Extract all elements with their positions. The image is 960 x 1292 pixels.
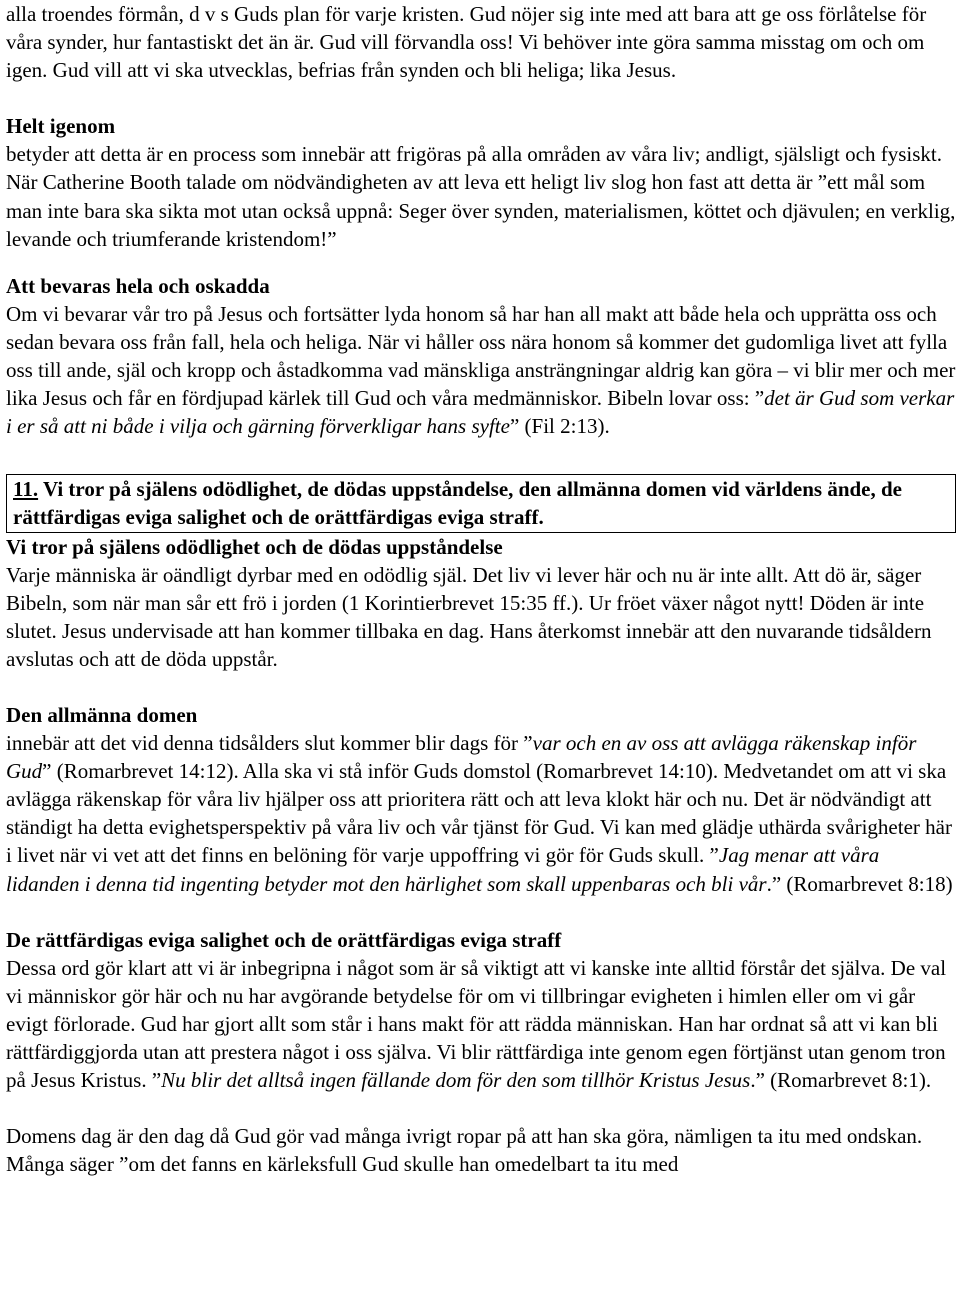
article-11-number: 11. bbox=[13, 477, 39, 502]
spacer bbox=[6, 898, 956, 926]
domen-text-middle: ” (Romarbrevet 14:12). Alla ska vi stå inför Guds domstol (Romarbrevet 14:10). Medvetandet om att vi ska avlägga räkenskap för våra liv hjälper oss att prioritera rätt och att leva klokt här och nu. Det är nödvändigt att ständigt ha detta evighetsperspektiv på våra liv och vår tjänst för Gud. Vi kan med glädje uthärda svårigheter här i livet när vi vet att det finns en belöning för varje uppoffring vi gör för Guds skull. ” bbox=[6, 759, 952, 868]
heading-ododlighet: Vi tror på själens odödlighet och de dödas uppståndelse bbox=[6, 534, 503, 559]
spacer bbox=[6, 673, 956, 701]
spacer bbox=[6, 440, 956, 474]
bevaras-text-after: ” (Fil 2:13). bbox=[509, 414, 610, 439]
bevaras-text-before: Om vi bevarar vår tro på Jesus och fortsätter lyda honom så har han all makt att både hela och upprätta oss och sedan bevara oss från fall, hela och heliga. När vi håller oss nära honom så kommer det gudomliga livet att fylla oss till ande, själ och kropp och åstadkomma vad mänskliga ansträngningar aldrig kan göra – vi blir mer och mer lika Jesus och får en fördjupad kärlek till Gud och våra medmänniskor. Bibeln lovar oss: ” bbox=[6, 301, 956, 411]
paragraph-helt-igenom: betyder att detta är en process som innebär att frigöras på alla områden av våra liv; andligt, själsligt och fysiskt. När Catherine Booth talade om nödvändigheten av att leva ett heligt liv slog hon fast att detta är ”ett mål som man inte bara ska sikta mot utan också uppnå: Seger över synden, materialismen, köttet och djävulen; en verklig, levande och triumferande kristendom!” bbox=[6, 142, 956, 251]
heading-domen: Den allmänna domen bbox=[6, 702, 198, 727]
domen-quote-1: var och en av oss att avlägga räkenskap inför Gud bbox=[6, 731, 917, 784]
heading-helt-igenom: Helt igenom bbox=[6, 114, 116, 139]
article-11-box bbox=[6, 474, 956, 532]
salighet-text-before: Dessa ord gör klart att vi är inbegripna i något som är så viktigt att vi kanske inte alltid förstår det själva. De val vi människor gör här och nu har avgörande betydelse för om vi tillbringar evigheten i himlen eller om vi går evigt förlorade. Gud har gjort allt som står i hans makt för att rädda människan. Han har ordnat så att vi kan bli rättfärdiggjorda utan att prestera något i oss själva. Vi blir rättfärdiga inte genom egen förtjänst utan genom tron på Jesus Kristus. ” bbox=[6, 955, 947, 1093]
paragraph-salighet bbox=[6, 954, 956, 1094]
intro-paragraph: alla troendes förmån, d v s Guds plan för varje kristen. Gud nöjer sig inte med att bara att ge oss förlåtelse för våra synder, hur fantastiskt det än är. Gud vill förvandla oss! Vi behöver inte göra samma misstag om och om igen. Gud vill att vi ska utvecklas, befrias från synden och bli heliga; lika Jesus. bbox=[6, 2, 927, 83]
closing-paragraph: Domens dag är den dag då Gud gör vad många ivrigt ropar på att han ska göra, nämligen ta itu med ondskan. Många säger ”om det fanns en kärleksfull Gud skulle han omedelbart ta itu med bbox=[6, 1124, 923, 1177]
spacer bbox=[6, 84, 956, 112]
spacer bbox=[6, 253, 956, 272]
heading-salighet: De rättfärdigas eviga salighet och de orättfärdigas eviga straff bbox=[6, 927, 562, 952]
document-page bbox=[6, 0, 956, 1178]
paragraph-bevaras bbox=[6, 300, 956, 440]
paragraph-domen bbox=[6, 729, 956, 898]
domen-text-before: innebär att det vid denna tidsålders slut kommer blir dags för ” bbox=[6, 731, 533, 756]
paragraph-ododlighet: Varje människa är oändligt dyrbar med en odödlig själ. Det liv vi lever här och nu är inte allt. Att dö är, säger Bibeln, som när man sår ett frö i jorden (1 Korintierbrevet 15:35 ff.). Ur fröet växer något nytt! Döden är inte slutet. Jesus undervisade att han kommer tillbaka en dag. Hans återkomst innebär att den nuvarande tidsåldern avslutas och att de döda uppstår. bbox=[6, 562, 932, 671]
article-11-title: Vi tror på själens odödlighet, de dödas uppståndelse, den allmänna domen vid världens ände, de rättfärdigas eviga salighet och de orättfärdigas eviga straff. bbox=[13, 477, 902, 530]
salighet-quote: Nu blir det alltså ingen fällande dom för den som tillhör Kristus Jesus bbox=[161, 1068, 751, 1093]
bevaras-bible-quote: det är Gud som verkar i er så att ni både i vilja och gärning förverkligar hans syfte bbox=[6, 386, 955, 439]
domen-quote-2: Jag menar att våra lidanden i denna tid ingenting betyder mot den härlighet som skall uppenbaras och bli vår bbox=[6, 843, 880, 896]
heading-bevaras: Att bevaras hela och oskadda bbox=[6, 273, 270, 298]
salighet-text-after: .” (Romarbrevet 8:1). bbox=[750, 1068, 932, 1093]
domen-text-after: .” (Romarbrevet 8:18) bbox=[766, 871, 953, 896]
spacer bbox=[6, 1094, 956, 1122]
